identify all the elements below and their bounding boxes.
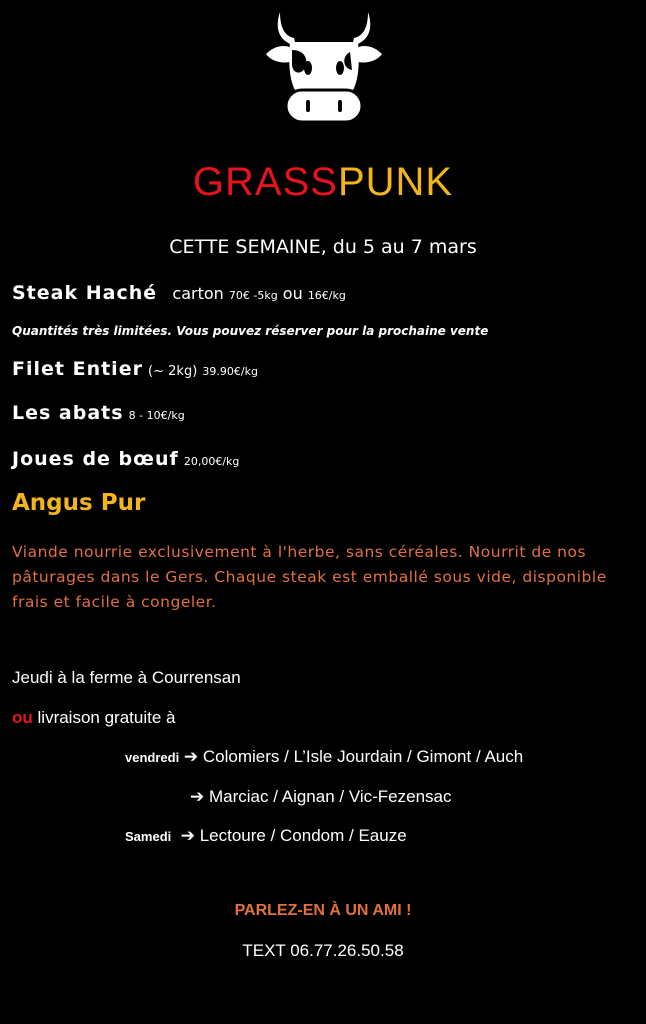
brand-part-grass: GRASS (192, 160, 338, 204)
friday-route-second (190, 787, 452, 807)
product-detail: (~ 2kg) (148, 364, 198, 379)
phone-contact: TEXT 06.77.26.50.58 (242, 941, 404, 960)
brand-title (0, 160, 646, 205)
product-name: Filet Entier (12, 358, 143, 380)
friday-route-2: Marciac / Aignan / Vic-Fezensac (208, 787, 452, 806)
product-steak-hache (12, 282, 346, 304)
product-sep: ou (282, 284, 303, 303)
brand-part-punk: PUNK (337, 160, 454, 204)
product-name: Les abats (12, 402, 124, 424)
product-price: 39.90€/kg (202, 365, 258, 378)
product-filet-entier (12, 358, 258, 380)
arrow-right-icon: ➔ (183, 747, 199, 766)
arrow-right-icon: ➔ (180, 826, 195, 845)
farm-pickup: Jeudi à la ferme à Courrensan (12, 668, 241, 687)
product-name: Steak Haché (12, 282, 158, 304)
product-abats (12, 402, 185, 424)
friday-route (125, 747, 523, 767)
product-price: 20,00€/kg (183, 455, 240, 468)
saturday-label: Samedi (125, 829, 172, 844)
product-name: Joues de bœuf (12, 448, 179, 470)
free-delivery-label: livraison gratuite à (37, 708, 176, 727)
free-delivery (12, 708, 175, 728)
friday-route-1: Colomiers / L’Isle Jourdain / Gimont / Auch (202, 747, 524, 766)
or-label: ou (12, 708, 33, 727)
product-price: 8 - 10€/kg (128, 409, 185, 422)
product-price: 70€ -5kg (228, 289, 278, 302)
friday-label: vendredi (125, 750, 180, 765)
week-heading: CETTE SEMAINE, du 5 au 7 mars (169, 236, 477, 258)
angus-description: Viande nourrie exclusivement à l'herbe, sans céréales. Nourrit de nos pâturages dans le Gers. Chaque steak est emballé sous vide, disponible frais et facile à congeler. (12, 543, 607, 611)
product-price-per-kg: 16€/kg (307, 289, 346, 302)
product-detail: carton (172, 284, 224, 303)
saturday-route-list: Lectoure / Condom / Eauze (199, 826, 407, 845)
cow-head-icon (262, 8, 386, 128)
arrow-right-icon: ➔ (190, 787, 205, 806)
share-callout: PARLEZ-EN À UN AMI ! (234, 902, 412, 919)
product-joues-de-boeuf (12, 448, 239, 470)
quantity-note: Quantités très limitées. Vous pouvez réserver pour la prochaine vente (12, 324, 489, 338)
angus-title: Angus Pur (12, 490, 146, 516)
saturday-route (125, 826, 407, 846)
